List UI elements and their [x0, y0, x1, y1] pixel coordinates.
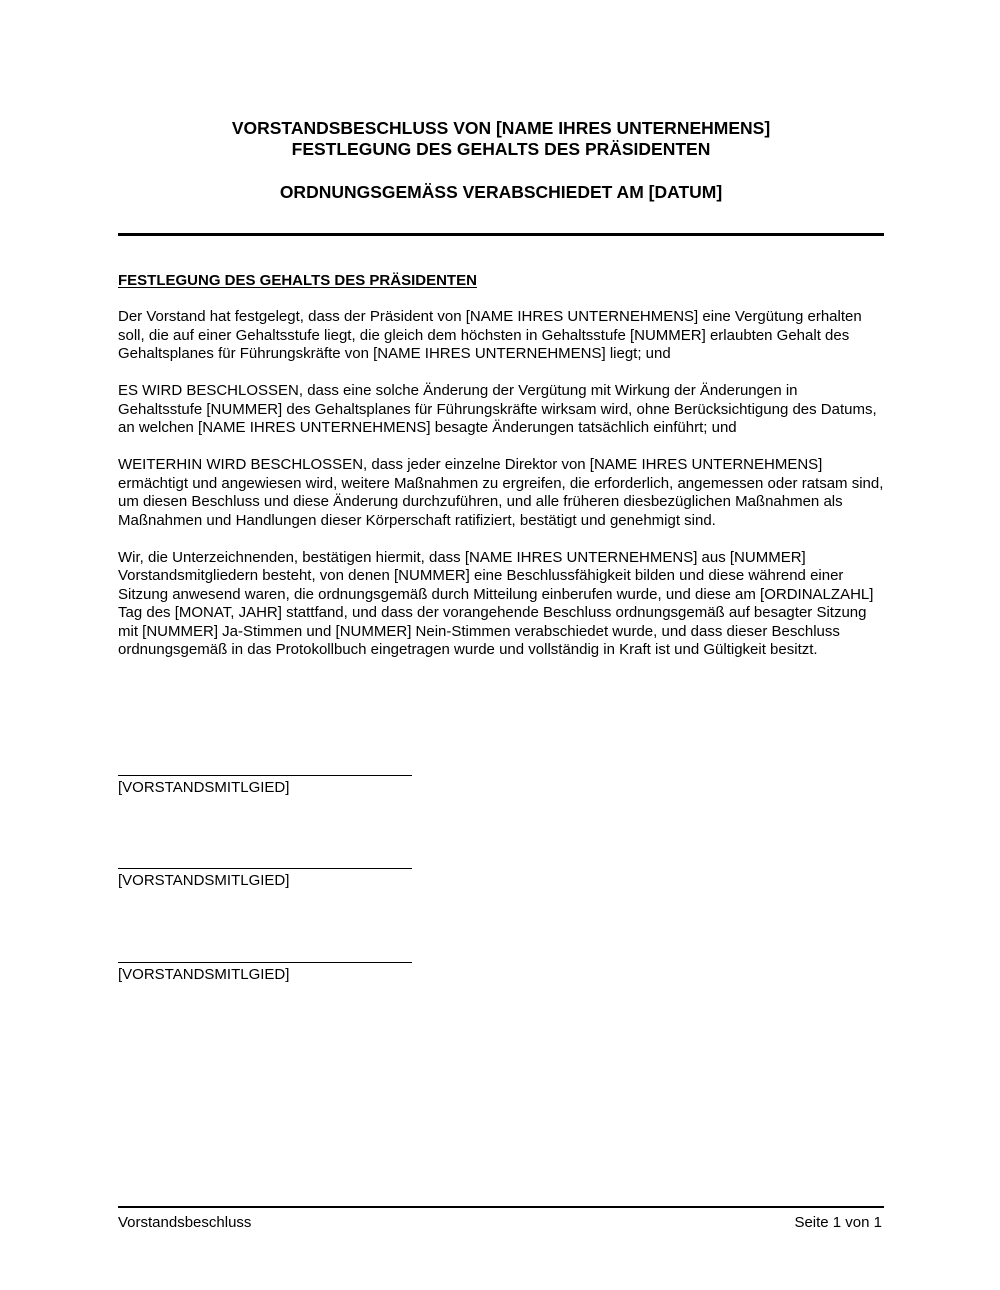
signature-line: [118, 868, 412, 869]
signature-line: [118, 962, 412, 963]
footer-document-name: Vorstandsbeschluss: [118, 1214, 252, 1231]
signature-block-1: [118, 775, 418, 797]
footer-page-number: Seite 1 von 1: [794, 1214, 882, 1231]
signature-label: [VORSTANDSMITLGIED]: [118, 872, 290, 889]
signature-label: [VORSTANDSMITLGIED]: [118, 966, 290, 983]
signature-label: [VORSTANDSMITLGIED]: [118, 779, 290, 796]
title-spacer: [118, 160, 884, 182]
title-line-3: ORDNUNGSGEMÄSS VERABSCHIEDET AM [DATUM]: [279, 182, 723, 202]
footer-divider: [118, 1206, 884, 1208]
header-divider: [118, 233, 884, 236]
document-page: [118, 0, 884, 1290]
paragraph-2: ES WIRD BESCHLOSSEN, dass eine solche Änderung der Vergütung mit Wirkung der Änderungen in Gehaltsstufe [NUMMER] des Gehaltsplanes für Führungskräfte wirksam wird, ohne Berücksichtigung des Datums, an welchen [NAME IHRES UNTERNEHMENS] besagte Änderungen tatsächlich einführt; und: [118, 382, 877, 436]
signature-line: [118, 775, 412, 776]
signature-block-3: [118, 962, 418, 984]
title-line-2: FESTLEGUNG DES GEHALTS DES PRÄSIDENTEN: [291, 139, 711, 159]
paragraph-1: Der Vorstand hat festgelegt, dass der Präsident von [NAME IHRES UNTERNEHMENS] eine Vergütung erhalten soll, die auf einer Gehaltsstufe liegt, die gleich dem höchsten in Gehaltsstufe [NUMMER] erlaubten Gehalt des Gehaltsplanes für Führungskräfte von [NAME IHRES UNTERNEHMENS] liegt; und: [118, 308, 862, 362]
paragraph-3: WEITERHIN WIRD BESCHLOSSEN, dass jeder einzelne Direktor von [NAME IHRES UNTERNEHMENS] ermächtigt und angewiesen wird, weitere Maßnahmen zu ergreifen, die erforderlich, angemessen oder ratsam sind, um diesen Beschluss und diese Änderung durchzuführen, und alle früheren diesbezüglichen Maßnahmen als Maßnahmen und Handlungen dieser Körperschaft ratifiziert, bestätigt und genehmigt sind.: [118, 456, 884, 529]
title-line-1: VORSTANDSBESCHLUSS VON [NAME IHRES UNTERNEHMENS]: [231, 118, 771, 138]
paragraph-4: Wir, die Unterzeichnenden, bestätigen hiermit, dass [NAME IHRES UNTERNEHMENS] aus [NUMMER] Vorstandsmitgliedern besteht, von denen [NUMMER] eine Beschlussfähigkeit bilden und diese während einer Sitzung anwesend waren, die ordnungsgemäß durch Mitteilung einberufen wurde, und diese am [ORDINALZAHL] Tag des [MONAT, JAHR] stattfand, und dass der vorangehende Beschluss ordnungsgemäß auf besagter Sitzung mit [NUMMER] Ja-Stimmen und [NUMMER] Nein-Stimmen verabschiedet wurde, und dass dieser Beschluss ordnungsgemäß in das Protokollbuch eingetragen wurde und vollständig in Kraft ist und Gültigkeit besitzt.: [118, 548, 874, 658]
section-heading: FESTLEGUNG DES GEHALTS DES PRÄSIDENTEN: [118, 272, 477, 289]
body-text: [118, 308, 884, 678]
signature-block-2: [118, 868, 418, 890]
document-header: [118, 118, 884, 203]
